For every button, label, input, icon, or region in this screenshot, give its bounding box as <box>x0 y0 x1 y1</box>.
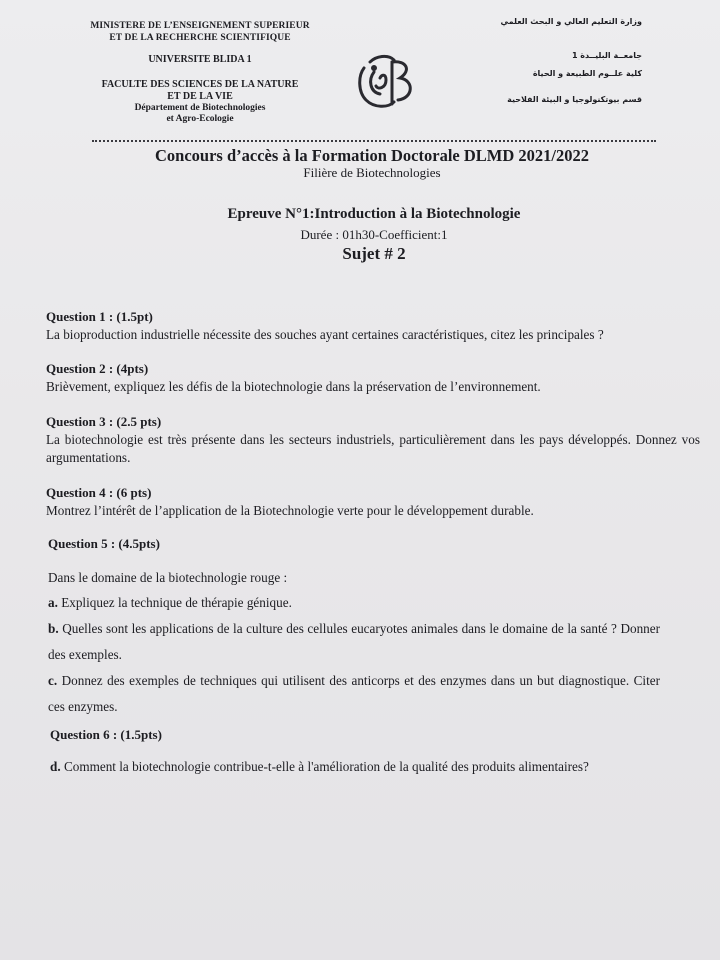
duration-coefficient: Durée : 01h30-Coefficient:1 <box>300 227 448 242</box>
header-left <box>80 20 320 125</box>
question-text: La biotechnologie est très présente dans les secteurs industriels, particulièrement dans les pays développés. Donnez vos argumentations. <box>46 432 700 465</box>
header-divider <box>92 140 656 142</box>
question-5 <box>48 535 702 553</box>
question-heading: Question 2 : (4pts) <box>46 361 149 376</box>
question-5-intro: Dans le domaine de la biotechnologie rouge : <box>48 570 288 585</box>
question-1 <box>46 308 700 344</box>
question-6 <box>50 726 704 744</box>
question-5-item-a <box>48 590 660 616</box>
question-heading: Question 5 : (4.5pts) <box>48 536 160 551</box>
question-5-item-c <box>48 668 660 720</box>
question-5-item-b <box>48 616 660 668</box>
question-2 <box>46 360 700 396</box>
faculty-line1: FACULTE DES SCIENCES DE LA NATURE <box>101 79 299 90</box>
item-letter: d. <box>50 759 61 774</box>
question-heading: Question 4 : (6 pts) <box>46 485 152 500</box>
ministry-line2: ET DE LA RECHERCHE SCIENTIFIQUE <box>109 33 291 43</box>
question-text: Montrez l’intérêt de l’application de la Biotechnologie verte pour le développement durable. <box>46 503 534 518</box>
faculty-line2: ET DE LA VIE <box>167 91 233 102</box>
department-line2: et Agro-Ecologie <box>166 114 234 124</box>
item-text: Quelles sont les applications de la culture des cellules eucaryotes animales dans le domaine de la santé ? Donner des exemples. <box>48 621 661 662</box>
faculty-arabic: كلية علــوم الطبيعة و الحياة <box>532 69 642 78</box>
question-heading: Question 3 : (2.5 pts) <box>46 414 162 429</box>
subject-number: Sujet # 2 <box>342 244 406 263</box>
item-text: Donnez des exemples de techniques qui utilisent des anticorps et des enzymes dans un but diagnostique. Citer ces enzymes. <box>48 673 661 714</box>
header-right <box>442 16 642 106</box>
test-title: Epreuve N°1:Introduction à la Biotechnologie <box>227 206 521 222</box>
department-line1: Département de Biotechnologies <box>134 103 266 113</box>
ministry-arabic: وزارة التعليم العالي و البحث العلمي <box>500 17 642 26</box>
question-text: Brièvement, expliquez les défis de la biotechnologie dans la préservation de l’environnement. <box>46 379 541 394</box>
question-text: La bioproduction industrielle nécessite des souches ayant certaines caractéristiques, citez les principales ? <box>46 327 604 342</box>
question-heading: Question 1 : (1.5pt) <box>46 309 153 324</box>
question-heading: Question 6 : (1.5pts) <box>50 727 162 742</box>
item-letter: c. <box>48 673 58 688</box>
item-text: Expliquez la technique de thérapie génique. <box>61 595 292 610</box>
item-letter: a. <box>48 595 58 610</box>
exam-title: Concours d’accès à la Formation Doctorale DLMD 2021/2022 <box>155 146 589 165</box>
university-arabic: جامعــة البليــدة 1 <box>571 51 642 60</box>
question-6-item-d <box>50 754 662 780</box>
program-name: Filière de Biotechnologies <box>303 165 441 180</box>
question-4 <box>46 484 700 520</box>
ministry-line1: MINISTERE DE L’ENSEIGNEMENT SUPERIEUR <box>90 21 310 31</box>
item-text: Comment la biotechnologie contribue-t-elle à l'amélioration de la qualité des produits alimentaires? <box>63 759 589 774</box>
question-3 <box>46 413 700 467</box>
university-name: UNIVERSITE BLIDA 1 <box>148 54 252 65</box>
department-arabic: قسم بيوتكنولوجيا و البيئة الفلاحية <box>507 95 642 104</box>
item-letter: b. <box>48 621 59 636</box>
university-emblem-icon <box>350 48 422 116</box>
